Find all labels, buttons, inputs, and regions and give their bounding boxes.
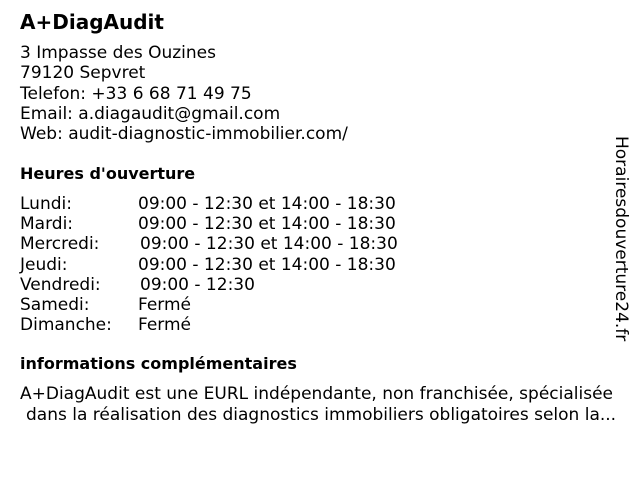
info-heading: informations complémentaires xyxy=(20,354,297,373)
address-street: 3 Impasse des Ouzines xyxy=(20,43,216,63)
day-label: Dimanche: xyxy=(20,315,112,336)
day-label: Jeudi: xyxy=(20,254,68,275)
web-line: Web: audit-diagnostic-immobilier.com/ xyxy=(20,124,348,145)
day-label: Mardi: xyxy=(20,214,74,235)
day-label: Vendredi: xyxy=(20,274,101,295)
time-value: 09:00 - 12:30 et 14:00 - 18:30 xyxy=(138,254,396,275)
address-city: 79120 Sepvret xyxy=(20,63,146,84)
time-value: 09:00 - 12:30 et 14:00 - 18:30 xyxy=(140,234,398,255)
business-name: A+DiagAudit xyxy=(20,10,164,34)
info-line-2: dans la réalisation des diagnostics immobiliers obligatoires selon la... xyxy=(26,404,617,425)
time-value: Fermé xyxy=(138,294,192,315)
hours-heading: Heures d'ouverture xyxy=(20,164,196,183)
time-value: 09:00 - 12:30 xyxy=(140,274,255,295)
time-value: 09:00 - 12:30 et 14:00 - 18:30 xyxy=(138,214,396,235)
email-line: Email: a.diagaudit@gmail.com xyxy=(20,103,281,124)
contact-block xyxy=(20,43,348,144)
time-value: 09:00 - 12:30 et 14:00 - 18:30 xyxy=(138,194,396,214)
time-value: Fermé xyxy=(138,315,192,336)
phone-line: Telefon: +33 6 68 71 49 75 xyxy=(20,83,252,104)
site-watermark: Horairesdouverture24.fr xyxy=(611,136,631,342)
day-label: Samedi: xyxy=(20,294,90,315)
info-description xyxy=(20,384,632,425)
day-label: Mercredi: xyxy=(20,234,100,255)
day-label: Lundi: xyxy=(20,194,72,214)
info-line-1: A+DiagAudit est une EURL indépendante, non franchisée, spécialisée xyxy=(20,384,613,404)
